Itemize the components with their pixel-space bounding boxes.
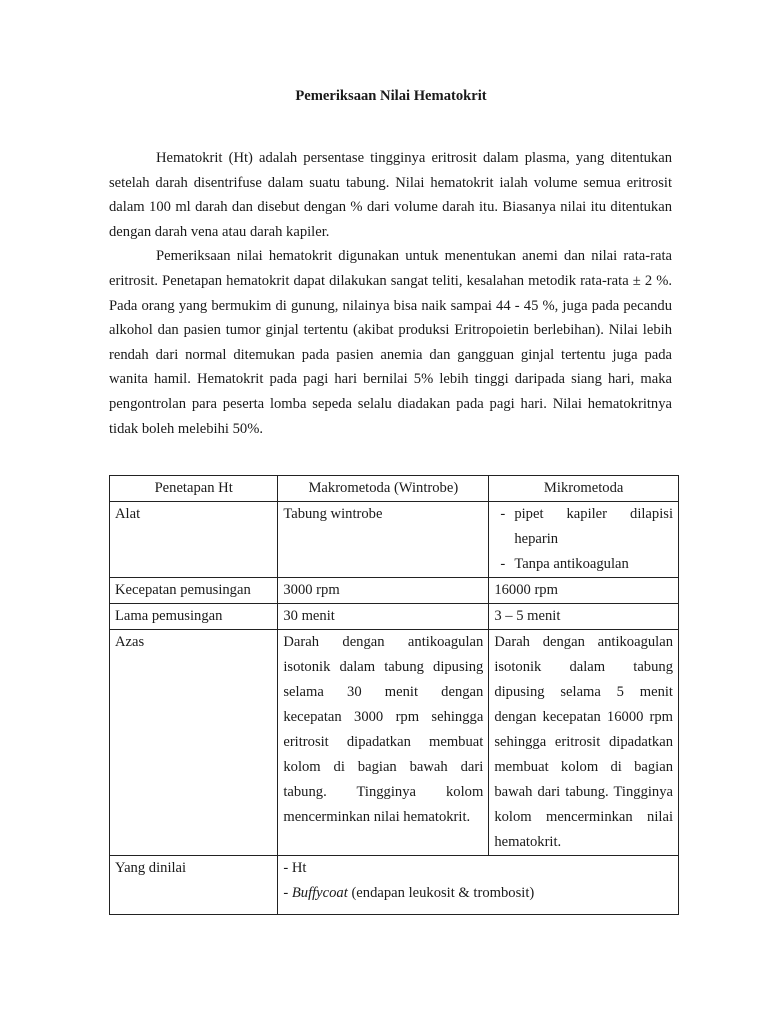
table-row-kecepatan [110,578,679,604]
list-item: - pipet kapiler dilapisi heparin [494,502,673,552]
document-body [109,146,672,441]
table-header-row [110,476,679,502]
cell-azas-makro: Darah dengan antikoagulan isotonik dalam tabung dipusing selama 30 menit dengan kecepatan 3000 rpm sehingga eritrosit dipadatkan membuat kolom di bagian bawah dari tabung. Tingginya kolom mencerminkan nilai hematokrit. [278,630,489,856]
document-title: Pemeriksaan Nilai Hematokrit [295,88,487,104]
cell-bottom-spacer [283,906,673,914]
row-label-dinilai: Yang dinilai [110,856,278,915]
cell-kecepatan-mikro: 16000 rpm [489,578,679,604]
header-makrometoda: Makrometoda (Wintrobe) [278,476,489,502]
row-label-alat: Alat [110,502,278,578]
hematocrit-method-table [109,475,679,915]
paragraph-definition: Hematokrit (Ht) adalah persentase tingginya eritrosit dalam plasma, yang ditentukan setelah darah disentrifuse dalam suatu tabung. Nilai hematokrit ialah volume semua eritrosit dalam 100 ml darah dan disebut dengan % dari volume darah itu. Biasanya nilai itu ditentukan dengan darah vena atau darah kapiler. [109,150,672,240]
table-row-dinilai [110,856,679,915]
cell-dinilai [278,856,679,915]
dinilai-line-ht: - Ht [283,860,307,876]
table-row-alat [110,502,679,578]
list-item: - Tanpa antikoagulan [494,552,673,577]
dinilai-dash: - [283,885,292,901]
buffycoat-term: Buffycoat [291,885,348,901]
header-mikrometoda: Mikrometoda [489,476,679,502]
cell-kecepatan-makro: 3000 rpm [278,578,489,604]
cell-lama-mikro: 3 – 5 menit [489,604,679,630]
table-row-lama [110,604,679,630]
paragraph-usage: Pemeriksaan nilai hematokrit digunakan untuk menentukan anemi dan nilai rata-rata eritrosit. Penetapan hematokrit dapat dilakukan sangat teliti, kesalahan metodik rata-rata ± 2 %. Pada orang yang bermukim di gunung, nilainya bisa naik sampai 44 - 45 %, juga pada pecandu alkohol dan pasien tumor ginjal tertentu (akibat produksi Eritropoietin berlebihan). Nilai lebih rendah dari normal ditemukan pada pasien anemia dan gangguan ginjal tertentu juga pada wanita hamil. Hematokrit pada pagi hari bernilai 5% lebih tinggi daripada siang hari, maka pengontrolan para peserta lomba sepeda selalu diadakan pada pagi hari. Nilai hematokritnya tidak boleh melebihi 50%. [109,248,672,437]
cell-azas-mikro: Darah dengan antikoagulan isotonik dalam tabung dipusing selama 5 menit dengan kecepatan 16000 rpm sehingga eritrosit dipadatkan membuat kolom di bagian bawah dari tabung. Tingginya kolom mencerminkan nilai hematokrit. [489,630,679,856]
buffycoat-description: (endapan leukosit & trombosit) [347,885,535,901]
row-label-azas: Azas [110,630,278,856]
header-penetapan: Penetapan Ht [110,476,278,502]
row-label-kecepatan: Kecepatan pemusingan [110,578,278,604]
cell-alat-makro: Tabung wintrobe [278,502,489,578]
alat-mikro-list [494,502,673,577]
row-label-lama: Lama pemusingan [110,604,278,630]
cell-lama-makro: 30 menit [278,604,489,630]
dinilai-line-buffycoat [283,881,673,906]
table-row-azas [110,630,679,856]
cell-alat-mikro [489,502,679,578]
